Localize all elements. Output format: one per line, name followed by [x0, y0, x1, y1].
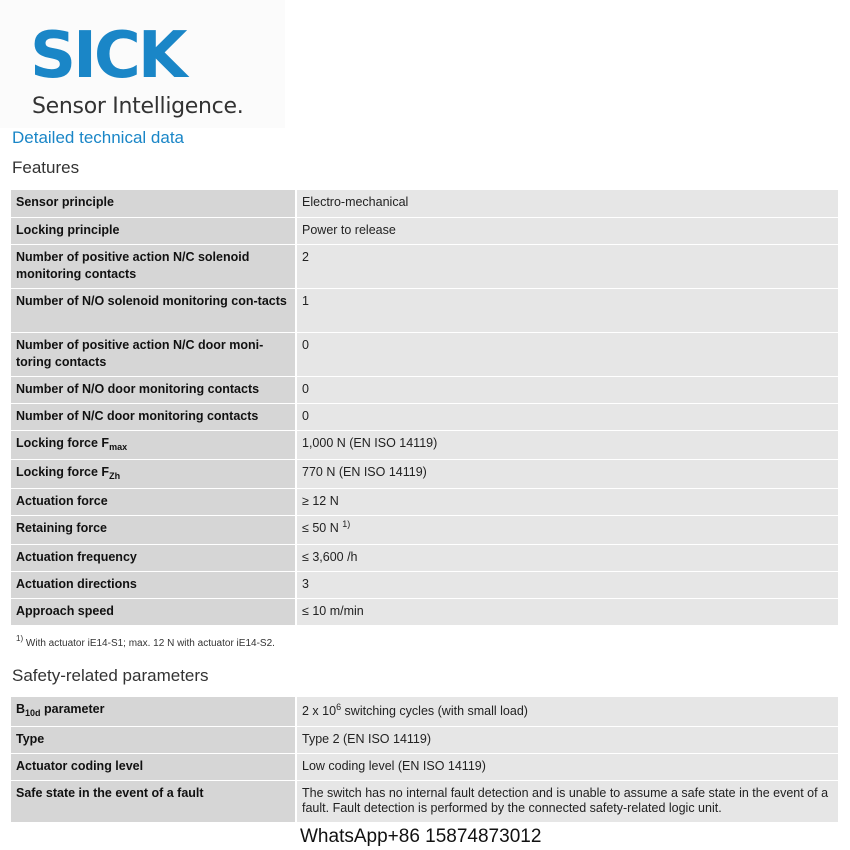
row-value: Type 2 (EN ISO 14119) — [302, 731, 431, 746]
row-label: Actuation force — [16, 493, 108, 508]
row-value: 0 — [302, 337, 309, 352]
footnote — [16, 634, 275, 649]
row-label: Safe state in the event of a fault — [16, 785, 204, 800]
table-row — [11, 571, 838, 598]
row-label: Number of positive action N/C door moni-toring contacts — [16, 337, 264, 369]
table-row — [11, 697, 838, 726]
row-value: Low coding level (EN ISO 14119) — [302, 758, 486, 773]
table-row — [11, 288, 838, 332]
logo — [0, 0, 285, 128]
footnote-ref: 1) — [342, 518, 351, 529]
table-row — [11, 598, 838, 625]
table-row — [11, 332, 838, 376]
logo-tagline: Sensor Intelligence. — [32, 94, 244, 119]
document-title: Detailed technical data — [12, 128, 185, 147]
row-value: 0 — [302, 381, 309, 396]
features-heading: Features — [12, 158, 80, 177]
row-label: Actuation directions — [16, 576, 137, 591]
footnote-text: With actuator iE14-S1; max. 12 N with actuator iE14-S2. — [25, 638, 275, 649]
row-label: Actuator coding level — [16, 758, 144, 773]
row-label: Number of N/O door monitoring contacts — [16, 381, 260, 396]
table-row — [11, 244, 838, 288]
row-value: ≤ 3,600 /h — [302, 549, 358, 564]
row-label: Sensor principle — [16, 195, 114, 209]
table-row — [11, 544, 838, 571]
row-value: 2 — [302, 249, 309, 264]
row-value: The switch has no internal fault detection and is unable to assume a safe state in the event of a fault. Fault detection is performed by the connected safety-related logic unit. — [302, 785, 829, 815]
row-value: Power to release — [302, 222, 396, 237]
row-value: 0 — [302, 408, 309, 423]
table-row — [11, 403, 838, 430]
table-row — [11, 753, 838, 780]
row-label: Type — [16, 731, 45, 746]
row-label: Number of N/O solenoid monitoring con-tacts — [16, 293, 287, 308]
table-row — [11, 376, 838, 403]
row-value: ≤ 10 m/min — [302, 603, 364, 618]
table-row — [11, 430, 838, 459]
table-row — [11, 217, 838, 244]
table-row — [11, 190, 838, 217]
row-value: 1,000 N (EN ISO 14119) — [302, 435, 438, 450]
safety-table — [11, 697, 838, 823]
row-label: Locking force $F_{Zh}$ — [16, 464, 121, 481]
row-label: Locking principle — [16, 222, 120, 237]
table-row — [11, 780, 838, 822]
row-value: 1 — [302, 293, 309, 308]
row-label: $B_{10d}$ parameter — [16, 702, 105, 718]
features-table — [11, 190, 838, 626]
table-row — [11, 515, 838, 544]
row-label: Number of positive action N/C solenoid monitoring contacts — [16, 249, 250, 281]
safety-heading: Safety-related parameters — [12, 666, 209, 685]
watermark-text: WhatsApp+86 15874873012 — [300, 826, 542, 847]
table-row — [11, 726, 838, 753]
row-label: Actuation frequency — [16, 549, 137, 564]
row-value: 2 x $10^6$ switching cycles (with small load) — [302, 702, 528, 718]
footnote-marker: 1) — [16, 634, 24, 643]
row-value: ≥ 12 N — [302, 493, 339, 508]
row-value: Electro-mechanical — [302, 195, 409, 209]
row-value: 3 — [302, 576, 309, 591]
row-value: ≤ 50 N $^{1)}$ — [302, 518, 351, 535]
logo-wordmark: SICK — [30, 19, 185, 93]
row-label: Locking force $F_{max}$ — [16, 435, 128, 452]
table-row — [11, 459, 838, 488]
row-label: Approach speed — [16, 603, 114, 618]
row-value: 770 N (EN ISO 14119) — [302, 464, 427, 479]
table-row — [11, 488, 838, 515]
row-label: Number of N/C door monitoring contacts — [16, 408, 259, 423]
row-label: Retaining force — [16, 520, 107, 535]
